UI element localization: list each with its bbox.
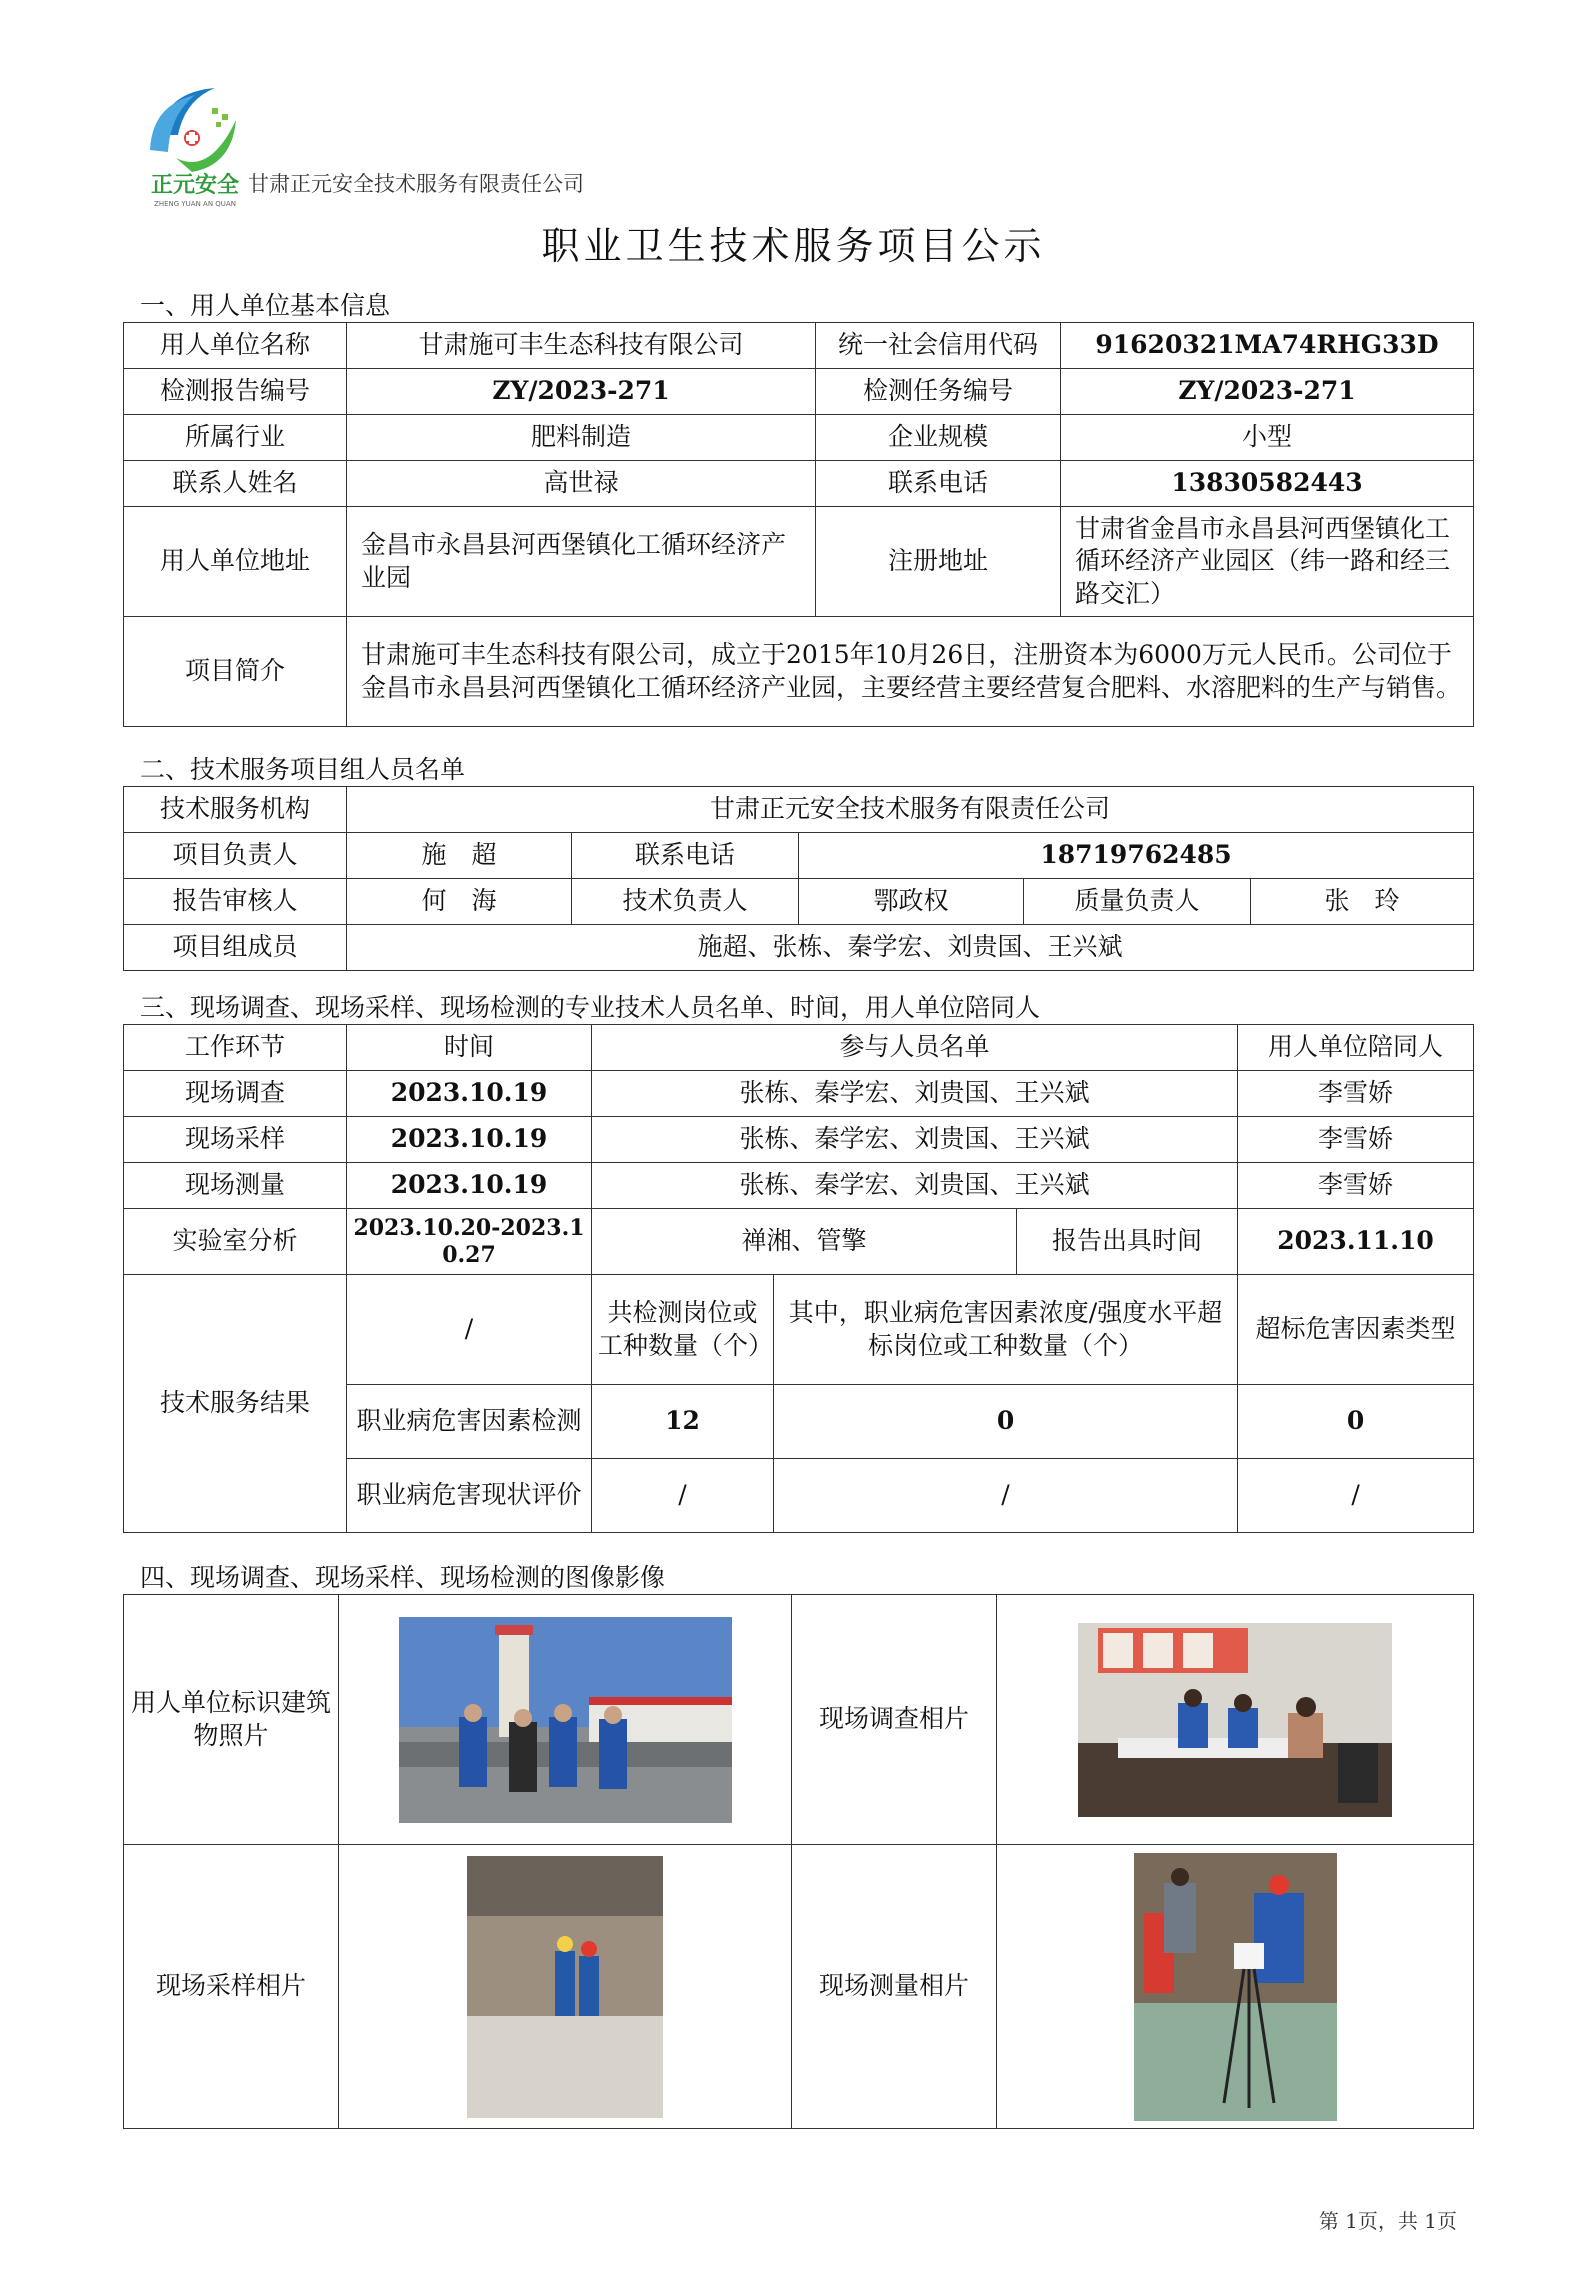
company-logo-icon xyxy=(140,80,250,210)
section3-heading: 三、现场调查、现场采样、现场检测的专业技术人员名单、时间，用人单位陪同人 xyxy=(140,993,1041,1022)
company-header xyxy=(140,80,584,210)
quality-label: 质量负责人 xyxy=(1024,879,1251,925)
page-title: 职业卫生技术服务项目公示 xyxy=(541,224,1046,268)
tech-label: 技术负责人 xyxy=(572,879,799,925)
result-header-count: 共检测岗位或工种数量（个） xyxy=(592,1275,774,1385)
report-time-value: 2023.11.10 xyxy=(1238,1209,1474,1275)
industry-value: 肥料制造 xyxy=(347,415,816,461)
result-row2-label: 职业病危害现状评价 xyxy=(347,1459,592,1533)
stage-cell: 现场调查 xyxy=(124,1071,347,1117)
escort-cell: 李雪娇 xyxy=(1238,1117,1474,1163)
col-header-stage: 工作环节 xyxy=(124,1025,347,1071)
schedule-table xyxy=(123,1024,1474,1533)
photo-cell-building xyxy=(339,1595,792,1845)
credit-code-label: 统一社会信用代码 xyxy=(816,323,1061,369)
stage-cell: 现场测量 xyxy=(124,1163,347,1209)
org-value: 甘肃正元安全技术服务有限责任公司 xyxy=(347,787,1474,833)
reg-address-label: 注册地址 xyxy=(816,507,1061,617)
photo-cell-measure xyxy=(997,1845,1474,2129)
measure-photo xyxy=(1134,1853,1337,2121)
scale-value: 小型 xyxy=(1061,415,1474,461)
photo-cell-sampling xyxy=(339,1845,792,2129)
intro-label: 项目简介 xyxy=(124,617,347,727)
survey-photo xyxy=(1078,1623,1392,1817)
unit-name-value: 甘肃施可丰生态科技有限公司 xyxy=(347,323,816,369)
quality-value: 张 玲 xyxy=(1251,879,1474,925)
lab-staff: 禅湘、管擎 xyxy=(592,1209,1017,1275)
date-cell: 2023.10.19 xyxy=(347,1117,592,1163)
org-label: 技术服务机构 xyxy=(124,787,347,833)
section2-heading: 二、技术服务项目组人员名单 xyxy=(140,755,466,784)
basic-info-table xyxy=(123,322,1474,727)
scale-label: 企业规模 xyxy=(816,415,1061,461)
escort-cell: 李雪娇 xyxy=(1238,1071,1474,1117)
phone-label: 联系电话 xyxy=(816,461,1061,507)
task-no-value: ZY/2023-271 xyxy=(1061,369,1474,415)
table-row xyxy=(124,1117,1474,1163)
address-value: 金昌市永昌县河西堡镇化工循环经济产业园 xyxy=(347,507,816,617)
result-row1-count: 12 xyxy=(592,1385,774,1459)
result-row1-exceed: 0 xyxy=(774,1385,1238,1459)
photo-label-building: 用人单位标识建筑物照片 xyxy=(124,1595,339,1845)
task-no-label: 检测任务编号 xyxy=(816,369,1061,415)
escort-cell: 李雪娇 xyxy=(1238,1163,1474,1209)
sampling-photo xyxy=(467,1856,663,2118)
photo-label-sampling: 现场采样相片 xyxy=(124,1845,339,2129)
credit-code-value: 91620321MA74RHG33D xyxy=(1061,323,1474,369)
lab-label: 实验室分析 xyxy=(124,1209,347,1275)
staff-cell: 张栋、秦学宏、刘贵国、王兴斌 xyxy=(592,1117,1238,1163)
stage-cell: 现场采样 xyxy=(124,1117,347,1163)
page-number: 第 1页，共 1页 xyxy=(1318,2209,1457,2233)
result-row2-type: / xyxy=(1238,1459,1474,1533)
section1-heading: 一、用人单位基本信息 xyxy=(140,291,391,320)
result-label: 技术服务结果 xyxy=(124,1275,347,1533)
logo-subtext: ZHENG YUAN AN QUAN xyxy=(154,200,236,208)
result-row1-type: 0 xyxy=(1238,1385,1474,1459)
leader-label: 项目负责人 xyxy=(124,833,347,879)
reviewer-label: 报告审核人 xyxy=(124,879,347,925)
contact-value: 高世禄 xyxy=(347,461,816,507)
lab-date: 2023.10.20-2023.10.27 xyxy=(347,1209,592,1275)
date-cell: 2023.10.19 xyxy=(347,1163,592,1209)
team-phone-value: 18719762485 xyxy=(799,833,1474,879)
contact-label: 联系人姓名 xyxy=(124,461,347,507)
building-photo xyxy=(399,1617,732,1823)
result-header-type: 超标危害因素类型 xyxy=(1238,1275,1474,1385)
result-header-slash: / xyxy=(347,1275,592,1385)
photo-label-survey: 现场调查相片 xyxy=(792,1595,997,1845)
result-header-exceed: 其中，职业病危害因素浓度/强度水平超标岗位或工种数量（个） xyxy=(774,1275,1238,1385)
result-row1-label: 职业病危害因素检测 xyxy=(347,1385,592,1459)
photo-cell-survey xyxy=(997,1595,1474,1845)
col-header-staff: 参与人员名单 xyxy=(592,1025,1238,1071)
report-time-label: 报告出具时间 xyxy=(1017,1209,1238,1275)
unit-name-label: 用人单位名称 xyxy=(124,323,347,369)
team-phone-label: 联系电话 xyxy=(572,833,799,879)
reviewer-value: 何 海 xyxy=(347,879,572,925)
col-header-time: 时间 xyxy=(347,1025,592,1071)
table-row xyxy=(124,1163,1474,1209)
col-header-escort: 用人单位陪同人 xyxy=(1238,1025,1474,1071)
phone-value: 13830582443 xyxy=(1061,461,1474,507)
intro-value: 甘肃施可丰生态科技有限公司，成立于2015年10月26日，注册资本为6000万元人民币。公司位于金昌市永昌县河西堡镇化工循环经济产业园，主要经营主要经营复合肥料、水溶肥料的生产与销售。 xyxy=(347,617,1474,727)
result-row2-count: / xyxy=(592,1459,774,1533)
tech-value: 鄂政权 xyxy=(799,879,1024,925)
reg-address-value: 甘肃省金昌市永昌县河西堡镇化工循环经济产业园区（纬一路和经三路交汇） xyxy=(1061,507,1474,617)
team-table xyxy=(123,786,1474,971)
section4-heading: 四、现场调查、现场采样、现场检测的图像影像 xyxy=(140,1563,666,1592)
report-no-value: ZY/2023-271 xyxy=(347,369,816,415)
company-name: 甘肃正元安全技术服务有限责任公司 xyxy=(248,172,584,196)
report-no-label: 检测报告编号 xyxy=(124,369,347,415)
table-row xyxy=(124,1071,1474,1117)
staff-cell: 张栋、秦学宏、刘贵国、王兴斌 xyxy=(592,1071,1238,1117)
address-label: 用人单位地址 xyxy=(124,507,347,617)
logo-text: 正元安全 xyxy=(150,173,240,198)
photo-label-measure: 现场测量相片 xyxy=(792,1845,997,2129)
photo-table xyxy=(123,1594,1474,2129)
members-label: 项目组成员 xyxy=(124,925,347,971)
date-cell: 2023.10.19 xyxy=(347,1071,592,1117)
members-value: 施超、张栋、秦学宏、刘贵国、王兴斌 xyxy=(347,925,1474,971)
industry-label: 所属行业 xyxy=(124,415,347,461)
result-row2-exceed: / xyxy=(774,1459,1238,1533)
leader-value: 施 超 xyxy=(347,833,572,879)
staff-cell: 张栋、秦学宏、刘贵国、王兴斌 xyxy=(592,1163,1238,1209)
